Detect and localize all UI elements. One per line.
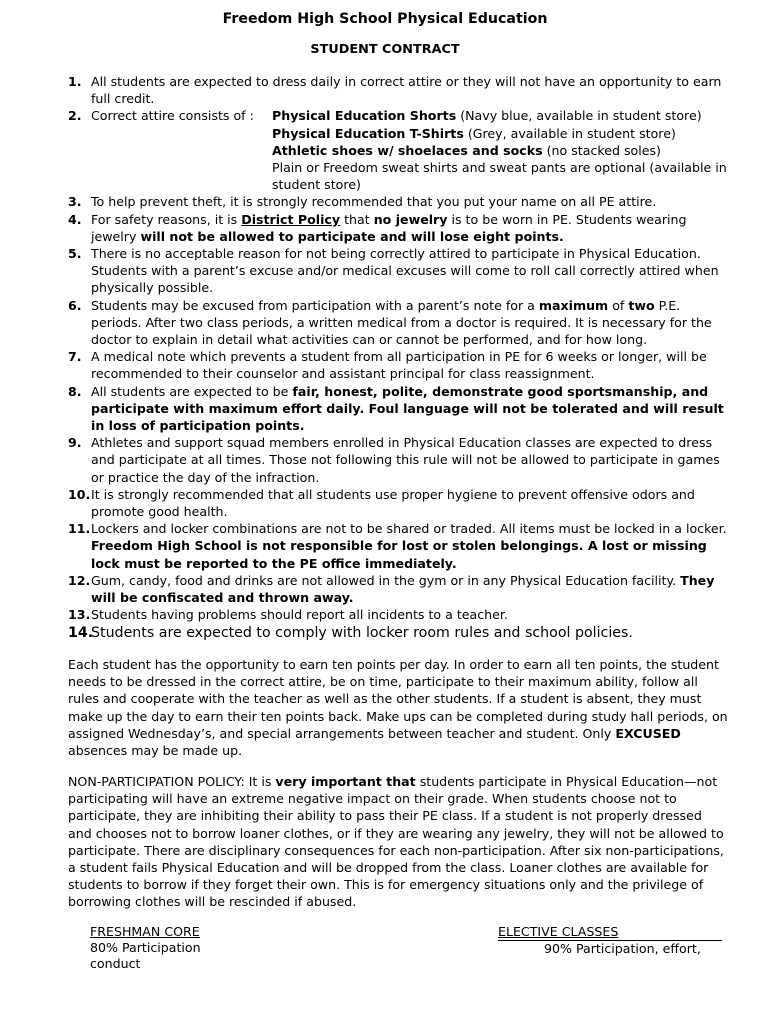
body-text: that: [340, 211, 374, 227]
rule-number: 8.: [68, 383, 82, 399]
rule-number: 1.: [68, 74, 82, 89]
rule-item: [68, 520, 728, 572]
page-title: Freedom High School Physical Education: [222, 11, 548, 27]
attire-lead-text: Correct attire consists of :: [91, 108, 254, 124]
non-participation-paragraph: [68, 773, 728, 911]
body-text: All students are expected to dress daily in correct attire or they will not have an opportunity to earn full credit.: [91, 74, 722, 107]
attire-item-name: Physical Education T-Shirts: [272, 125, 464, 141]
attire-line: [91, 107, 728, 124]
rule-text: [91, 245, 728, 297]
attire-item-detail: (Grey, available in student store): [463, 125, 676, 141]
emphasis-text: will not be allowed to participate and will lose eight points.: [140, 228, 564, 244]
points-paragraph: [68, 656, 728, 759]
rule-text: [91, 73, 728, 107]
attire-line: [91, 159, 728, 193]
rule-item: [68, 624, 728, 642]
body-text: Students may be excused from participation with a parent’s note for a: [91, 297, 539, 313]
rule-number: 5.: [68, 246, 82, 262]
body-text: There is no acceptable reason for not being correctly attired to participate in Physical Education. Students with a parent’s excuse and/or medical excuses will come to roll call correctly attired when physically possible.: [91, 246, 719, 296]
rule-item: [68, 297, 728, 349]
emphasis-text: very important that: [275, 774, 416, 789]
attire-item-name: Physical Education Shorts: [272, 108, 457, 124]
rule-number: 11.: [68, 521, 91, 537]
elective-classes-column: [498, 924, 722, 957]
rule-text: [91, 383, 728, 435]
freshman-conduct-text: conduct: [90, 956, 141, 971]
body-text: Gum, candy, food and drinks are not allowed in the gym or in any Physical Education facility.: [91, 572, 681, 588]
rule-number: 7.: [68, 349, 82, 365]
rule-text: [91, 434, 728, 486]
emphasis-text: Freedom High School is not responsible for lost or stolen belongings. A lost or missing lock must be reported to the PE office immediately.: [91, 538, 707, 571]
body-text: is to be worn in PE. Students wearing jewelry: [91, 211, 687, 244]
rule-number: 6.: [68, 297, 82, 313]
emphasis-text: two: [628, 297, 655, 313]
rule-item: [68, 211, 728, 245]
rule-item: [68, 193, 728, 210]
rule-item: [68, 486, 728, 520]
rule-text: [91, 606, 728, 623]
rule-number: 14.: [68, 624, 94, 641]
freshman-core-heading: FRESHMAN CORE: [90, 924, 200, 939]
rule-item: [68, 434, 728, 486]
body-text: A medical note which prevents a student from all participation in PE for 6 weeks or longer, will be recommended to their counselor and assistant principal for class reassignment.: [91, 349, 707, 382]
rule-text: [91, 572, 728, 606]
body-text: Students are expected to comply with locker room rules and school policies.: [91, 624, 633, 641]
rule-text: [91, 486, 728, 520]
rule-item: [68, 107, 728, 193]
rule-number: 10.: [68, 486, 91, 502]
rule-number: 3.: [68, 194, 82, 210]
rule-item: [68, 348, 728, 382]
body-text: Students having problems should report all incidents to a teacher.: [91, 607, 508, 623]
rule-number: 2.: [68, 108, 82, 124]
rule-item: [68, 606, 728, 623]
body-text: All students are expected to be: [91, 383, 293, 399]
rule-number: 9.: [68, 435, 82, 451]
body-text: NON-PARTICIPATION POLICY: It is: [68, 774, 276, 789]
attire-line: [91, 125, 728, 142]
body-text: Lockers and locker combinations are not to be shared or traded. All items must be locked in a locker.: [91, 521, 727, 537]
rule-number: 4.: [68, 211, 82, 227]
attire-item-name: Athletic shoes w/ shoelaces and socks: [272, 142, 543, 158]
rule-text: [91, 193, 728, 210]
rule-number: 12.: [68, 572, 91, 588]
rule-text: [91, 348, 728, 382]
rule-item: [68, 572, 728, 606]
freshman-core-column: [90, 924, 290, 972]
attire-item-detail: (Navy blue, available in student store): [456, 108, 702, 124]
rule-text: [91, 297, 728, 349]
page-subtitle: STUDENT CONTRACT: [310, 42, 460, 57]
emphasis-text: They will be confiscated and thrown away.: [91, 572, 715, 606]
rule-item: [68, 245, 728, 297]
body-text: To help prevent theft, it is strongly recommended that you put your name on all PE attire.: [91, 194, 657, 210]
rule-number: 13.: [68, 607, 91, 623]
attire-line: [91, 142, 728, 159]
body-text: students participate in Physical Education—not participating will have an extreme negative impact on their grade. When students choose not to participate, they are inhibiting their ability to pass their PE class. If a student is not properly dressed and chooses not to borrow loaner clothes, or if they are wearing any jewelry, they will not be allowed to participate. There are disciplinary consequences for each non-participation. After six non-participations, a student fails Physical Education and will be dropped from the class. Loaner clothes are available for students to borrow if they forget their own. This is for emergency situations only and the privilege of borrowing clothes will be rescinded if abused.: [68, 774, 724, 910]
rule-item: [68, 383, 728, 435]
body-text: Each student has the opportunity to earn ten points per day. In order to earn all ten points, the student needs to be dressed in the correct attire, be on time, participate to their maximum ability, follow all rules and cooperate with the teacher as well as the other students. If a student is absent, they must make up the day to earn their ten points back. Make ups can be completed during study hall periods, on assigned Wednesday’s, and special arrangements between teacher and student. Only: [68, 657, 728, 741]
rule-text: [91, 211, 728, 245]
freshman-participation-text: 80% Participation: [90, 940, 201, 955]
attire-item-detail: Plain or Freedom sweat shirts and sweat pants are optional (available in student store): [272, 160, 727, 193]
body-text: absences may be made up.: [68, 743, 243, 759]
emphasis-text: fair, honest, polite, demonstrate good sportsmanship, and participate with maximum effort daily. Foul language will not be tolerated and will result in loss of participation points.: [91, 383, 724, 434]
emphasis-text: District Policy: [241, 211, 341, 227]
body-text: For safety reasons, it is: [91, 211, 242, 227]
rule-text: [91, 624, 728, 642]
rules-list: [68, 73, 728, 642]
elective-participation-text: 90% Participation, effort,: [544, 941, 701, 956]
rule-text: [91, 520, 728, 572]
body-text: It is strongly recommended that all students use proper hygiene to prevent offensive odors and promote good health.: [91, 486, 695, 520]
body-text: of: [608, 297, 629, 313]
body-text: P.E. periods. After two class periods, a written medical from a doctor is required. It is necessary for the doctor to explain in detail what activities can or cannot be performed, and for how long.: [91, 297, 712, 348]
emphasis-text: maximum: [538, 297, 609, 313]
attire-item-detail: (no stacked soles): [542, 142, 661, 158]
rule-item: [68, 73, 728, 107]
elective-classes-heading: ELECTIVE CLASSES: [498, 924, 722, 941]
body-text: Athletes and support squad members enrolled in Physical Education classes are expected to dress and participate at all times. Those not following this rule will not be allowed to participate in games or practice the day of the infraction.: [91, 435, 720, 485]
emphasis-text: no jewelry: [373, 211, 448, 227]
emphasis-text: EXCUSED: [615, 725, 681, 741]
